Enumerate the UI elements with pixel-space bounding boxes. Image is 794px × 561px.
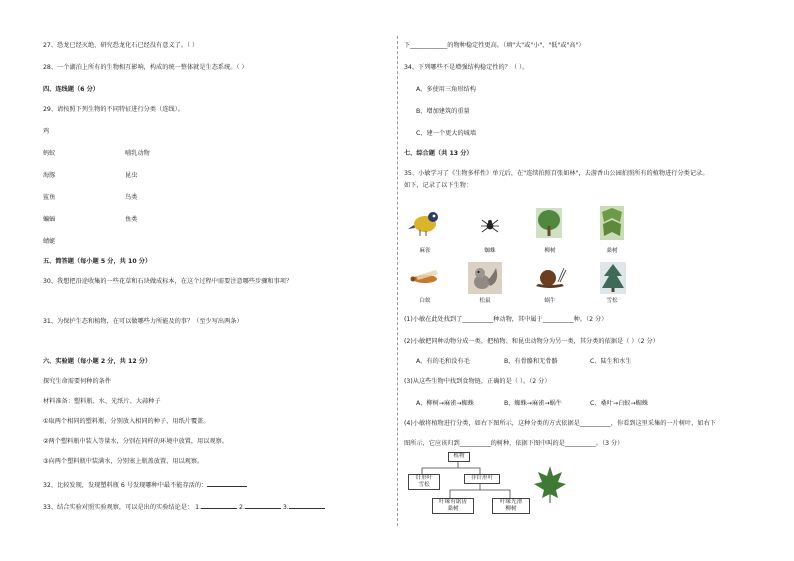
cedar-tree-icon	[600, 262, 626, 294]
answer-blank[interactable]	[245, 502, 281, 509]
organism-label-5: 松鼠	[479, 298, 491, 304]
q34-option-c: C、建一个更大的城墙	[416, 130, 477, 137]
q29-item-dragonfly: 蜻蜓	[43, 238, 56, 245]
pair-right-3: 鱼类	[125, 216, 138, 223]
experiment-materials: 材料准备：塑料瓶、水、光纸片、大蒜种子	[43, 398, 161, 405]
tree-node-smooth: 叶缘光滑 柳树	[492, 498, 530, 514]
question-33: 33、结合实验对照实验观察，可以是出的实验结论是： 1. 2. 3.	[43, 502, 325, 512]
section-7-heading: 七、综合题（共 13 分）	[404, 150, 473, 157]
snail-icon	[534, 264, 568, 292]
question-29: 29、请按照下列生物的不同特征进行分类（连线）。	[43, 106, 184, 113]
s3-option-a: A、柳树→麻雀→蜘蛛	[416, 400, 474, 407]
s2-option-a: A、有的毛和没有毛	[416, 358, 470, 365]
pair-left-0: 蚂蚁	[43, 150, 56, 157]
sub-question-4-cont: 图所示，它应该归到__________的树种，依据下图中叫的是__________。（3 分）	[404, 440, 624, 447]
tree-node-non-needle: 非针形叶	[464, 474, 500, 484]
mulberry-tree-icon	[600, 206, 624, 240]
maple-leaf-icon	[532, 464, 568, 504]
sub-question-4: (4)小敏将植物进行分类，如右下图所示，这种分类的方式依据是__________，你看到这里采集的一片树叶，如右下	[404, 420, 716, 427]
pair-right-2: 鸟类	[125, 194, 138, 201]
pair-left-2: 鲨鱼	[43, 194, 56, 201]
organism-label-2: 柳树	[544, 248, 556, 254]
pair-left-3: 蝙蝠	[43, 216, 56, 223]
tree-connectors	[404, 450, 524, 530]
section-5-heading: 五、简答题（每小题 5 分，共 10 分）	[43, 258, 152, 265]
pair-right-1: 昆虫	[125, 172, 138, 179]
column-divider	[397, 36, 398, 526]
question-31: 31、为保护生态和植物，在可以做哪些力所能及的事？（至少写出两条）	[43, 318, 243, 325]
sparrow-icon	[408, 208, 442, 238]
willow-tree-icon	[536, 208, 562, 238]
termite-icon	[408, 264, 442, 292]
tree-node-serrated: 叶缘有锯齿 桑树	[432, 498, 474, 514]
spider-icon	[480, 216, 500, 236]
pair-left-1: 海豚	[43, 172, 56, 179]
question-27: 27、恐龙已经灭绝，研究恐龙化石已经没有意义了。（ ）	[43, 42, 199, 49]
answer-blank[interactable]	[289, 502, 325, 509]
question-35-cont: 如下，记录了以下生物：	[404, 182, 473, 189]
section-6-heading: 六、实验题（每小题 2 分，共 12 分）	[43, 358, 152, 365]
organism-label-1: 蜘蛛	[484, 248, 496, 254]
organism-label-3: 桑树	[606, 248, 618, 254]
squirrel-icon	[468, 262, 502, 294]
experiment-step-1: ①取两个相同的塑料瓶，分别放入相同的种子，用纸片覆盖。	[43, 418, 210, 425]
s2-option-c: C、陆生和水生	[590, 358, 632, 365]
answer-blank[interactable]	[207, 480, 247, 487]
tree-node-needle: 针形叶 雪松	[408, 474, 440, 490]
q29-item-chicken: 鸡	[43, 128, 50, 135]
tree-root: 植物	[448, 452, 470, 462]
q34-option-b: B、增加建筑的重量	[416, 108, 470, 115]
q34-option-a: A、多使用三角形结构	[416, 86, 476, 93]
question-30: 30、我想把沿途收集的一些花草和石块做成标本，在这个过程中需要注意哪些步骤和事项？	[43, 278, 293, 285]
sub-question-2: (2)小敏把同种动物分成一类，把植物、和昆虫动物分为另一类，其分类的依据是（ ）（2 分）	[404, 338, 659, 345]
organism-label-4: 白蚁	[419, 298, 431, 304]
answer-blank[interactable]	[201, 502, 237, 509]
s3-option-c: C、桑叶→白蚁→蜘蛛	[590, 400, 649, 407]
question-32: 32、比较发现，发现塑料瓶 6 号发现哪种中最不能存活的：	[43, 480, 247, 490]
question-continued: 下____________的物种稳定性更高。（填"大"或"小"、"低"或"高"）	[404, 42, 585, 49]
organism-label-7: 雪松	[606, 298, 618, 304]
experiment-step-2: ②两个塑料瓶中装入等量水，分别在同样的环境中放置，用以观察。	[43, 438, 228, 445]
pair-right-0: 哺乳动物	[125, 150, 150, 157]
question-35: 35、小敏学习了《生物多样性》单元后，在"连续拍照百张如林"，去游香山公园拍照所有的植物进行分类记录。	[404, 170, 709, 177]
organism-label-0: 麻雀	[419, 248, 431, 254]
experiment-step-3: ③向两个塑料瓶中装满水，分别塞上瓶盖放置，用以观察。	[43, 458, 204, 465]
organism-label-6: 蜗牛	[544, 298, 556, 304]
experiment-title: 探究生命需要何种的条件	[43, 378, 112, 385]
section-4-heading: 四、连线题（6 分）	[43, 86, 99, 93]
sub-question-1: (1)小敏在此处找到了__________种动物，其中属于__________种。（2 分）	[404, 316, 608, 323]
question-34: 34、下列哪些不是增强结构稳定性的？（ ）。	[404, 64, 529, 71]
question-28: 28、一个湖泊上所有的生物相互影响，构成的统一整体就是生态系统。（ ）	[43, 64, 248, 71]
s2-option-b: B、有骨骼和无骨骼	[504, 358, 558, 365]
s3-option-b: B、蜘蛛→麻雀→蜗牛	[504, 400, 562, 407]
sub-question-3: (3)从这些生物中找到食物链，正确的是（ ）。（2 分）	[404, 378, 551, 385]
